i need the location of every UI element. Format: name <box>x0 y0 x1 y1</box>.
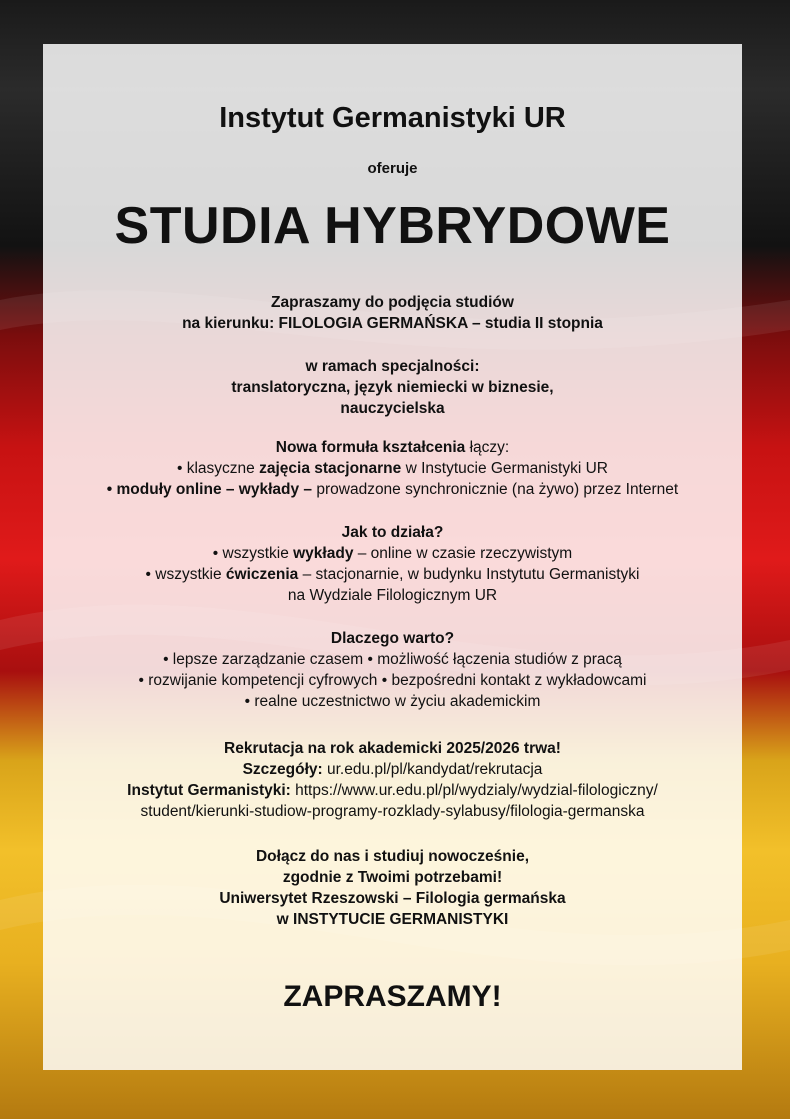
recruitment-heading: Rekrutacja na rok akademicki 2025/2026 trwa! <box>224 740 561 757</box>
join-block <box>43 846 742 930</box>
formula-heading <box>43 437 742 458</box>
join-line-1: Dołącz do nas i studiuj nowocześnie, <box>255 848 529 865</box>
formula-b1-pre: • klasyczne <box>177 460 260 477</box>
closing-invitation: ZAPRASZAMY! <box>283 980 502 1013</box>
join-line-3: Uniwersytet Rzeszowski – Filologia germańska <box>219 890 566 907</box>
formula-heading-bold: Nowa formuła kształcenia <box>275 439 466 456</box>
recruitment-block <box>43 738 742 822</box>
why-line-3: • realne uczestnictwo w życiu akademickim <box>244 693 541 710</box>
how-b1-bold: wykłady <box>293 545 354 562</box>
join-line-4: w INSTYTUCIE GERMANISTYKI <box>276 911 509 928</box>
formula-b2-post: prowadzone synchronicznie (na żywo) przez Internet <box>312 481 679 498</box>
why-line-1: • lepsze zarządzanie czasem • możliwość łączenia studiów z pracą <box>163 651 622 668</box>
why-heading: Dlaczego warto? <box>330 630 455 647</box>
how-b1-post: – online w czasie rzeczywistym <box>353 545 573 562</box>
invite-block <box>43 292 742 334</box>
why-line-2: • rozwijanie kompetencji cyfrowych • bezpośredni kontakt z wykładowcami <box>138 672 647 689</box>
institute-url-2[interactable]: student/kierunki-studiow-programy-rozklady-sylabusy/filologia-germanska <box>140 803 645 820</box>
join-line-2: zgodnie z Twoimi potrzebami! <box>282 869 503 886</box>
details-url[interactable]: ur.edu.pl/pl/kandydat/rekrutacja <box>322 761 543 778</box>
invite-line-2: na kierunku: FILOLOGIA GERMAŃSKA – studia II stopnia <box>182 315 603 332</box>
how-heading: Jak to działa? <box>341 524 444 541</box>
how-b2-post: – stacjonarnie, w budynku Instytutu Germanistyki <box>298 566 640 583</box>
how-block <box>43 522 742 606</box>
formula-bullet-2 <box>43 479 742 500</box>
how-b2-bold: ćwiczenia <box>225 566 299 583</box>
recruitment-details <box>43 759 742 780</box>
formula-b2-bold: • moduły online – wykłady – <box>106 481 313 498</box>
why-block <box>43 628 742 712</box>
specializations-heading: w ramach specjalności: <box>305 358 480 375</box>
how-bullet-2-line-2: na Wydziale Filologicznym UR <box>287 587 498 604</box>
formula-block <box>43 437 742 500</box>
how-b1-pre: • wszystkie <box>212 545 294 562</box>
how-bullet-2 <box>43 564 742 585</box>
headline: STUDIA HYBRYDOWE <box>114 197 671 255</box>
formula-heading-rest: łączy: <box>465 439 510 456</box>
institute-label: Instytut Germanistyki: <box>127 782 291 799</box>
specializations-line-2: nauczycielska <box>340 400 445 417</box>
institute-title: Instytut Germanistyki UR <box>219 102 566 134</box>
institute-url-1[interactable]: https://www.ur.edu.pl/pl/wydzialy/wydzial-filologiczny/ <box>290 782 658 799</box>
how-b2-pre: • wszystkie <box>145 566 226 583</box>
recruitment-institute <box>43 780 742 801</box>
how-bullet-1 <box>43 543 742 564</box>
specializations-block <box>43 356 742 419</box>
invite-line-1: Zapraszamy do podjęcia studiów <box>271 294 514 311</box>
offers-label: oferuje <box>367 160 418 177</box>
formula-b1-bold: zajęcia stacjonarne <box>259 460 402 477</box>
specializations-line-1: translatoryczna, język niemiecki w biznesie, <box>231 379 554 396</box>
details-label: Szczegóły: <box>242 761 323 778</box>
formula-bullet-1 <box>43 458 742 479</box>
formula-b1-post: w Instytucie Germanistyki UR <box>401 460 608 477</box>
